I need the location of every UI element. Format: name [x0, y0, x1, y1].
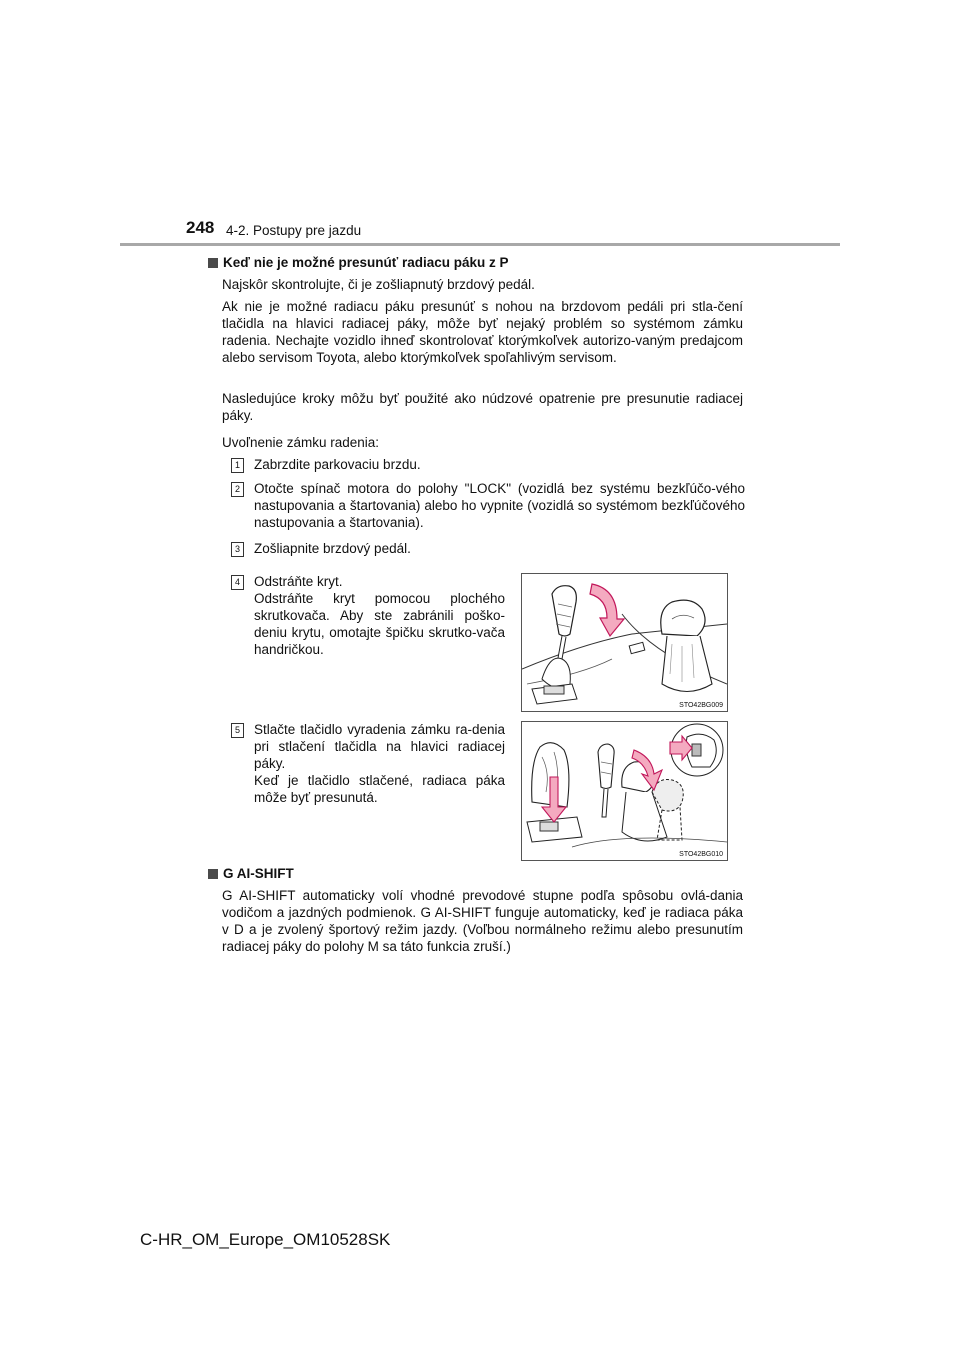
step-4-detail: Odstráňte kryt pomocou plochého skrutkovača. Aby ste zabránili poško-deniu krytu, omotajte špičku skrutko-vača handričkou.	[254, 591, 505, 657]
step-2	[231, 480, 745, 531]
shift-lock-heading-text: Keď nie je možné presunúť radiacu páku z P	[223, 255, 509, 270]
g-ai-shift-description: G AI-SHIFT automaticky volí vhodné prevodové stupne podľa spôsobu ovlá-dania vodičom a jazdných podmienok. G AI-SHIFT funguje automaticky, keď je radiaca páka v D a je zvolený športový režim jazdy. (Voľbou normálneho režimu alebo presunutím radiacej páky do polohy M sa táto funkcia zruší.)	[222, 888, 743, 954]
step-5-text	[254, 721, 505, 806]
figure-code: STO42BG010	[679, 851, 723, 858]
paragraph-release-label: Uvoľnenie zámku radenia:	[222, 435, 380, 450]
bullet-square-icon	[208, 258, 218, 268]
step-3	[231, 540, 745, 557]
step-number-5: 5	[231, 723, 244, 738]
bullet-square-icon	[208, 869, 218, 879]
remove-cover-illustration	[522, 574, 727, 711]
step-1-text: Zabrzdite parkovaciu brzdu.	[254, 457, 421, 472]
step-4-title: Odstráňte kryt.	[254, 574, 343, 589]
shift-lock-heading	[208, 255, 509, 270]
paragraph-shift-lock-problem: Ak nie je možné radiacu páku presunúť s nohou na brzdovom pedáli pri stla-čení tlačidla na hlavici radiacej páky, môže byť nejaký problém so systémom zámku radenia. Nechajte vozidlo ihneď skontrolovať ktorýmkoľvek autorizo-vaným predajcom alebo servisom Toyota, alebo ktorýmkoľvek spoľahlivým servisom.	[222, 299, 743, 365]
step-number-1: 1	[231, 458, 244, 473]
figure-remove-cover	[521, 573, 728, 712]
step-5	[231, 721, 505, 806]
g-ai-shift-heading-text: G AI-SHIFT	[223, 866, 294, 881]
step-1	[231, 456, 745, 473]
g-ai-shift-heading	[208, 866, 294, 881]
step-4-text	[254, 573, 505, 658]
step-4	[231, 573, 505, 658]
step-number-3: 3	[231, 542, 244, 557]
shift-lock-release-illustration	[522, 722, 727, 860]
step-number-2: 2	[231, 482, 244, 497]
paragraph-check-brake: Najskôr skontrolujte, či je zošliapnutý brzdový pedál.	[222, 277, 535, 292]
step-5-note: Keď je tlačidlo stlačené, radiaca páka môže byť presunutá.	[254, 773, 505, 805]
step-2-text: Otočte spínač motora do polohy "LOCK" (vozidlá bez systému bezkľúčo-vého nastupovania a štartovania) alebo ho vypnite (vozidlá so systémom bezkľúčového nastupovania a štartovania).	[254, 481, 745, 530]
document-footer: C-HR_OM_Europe_OM10528SK	[140, 1230, 391, 1249]
figure-code: STO42BG009	[679, 702, 723, 709]
section-title: 4-2. Postupy pre jazdu	[226, 223, 362, 238]
figure-shift-lock-release	[521, 721, 728, 861]
paragraph-emergency-measure: Nasledujúce kroky môžu byť použité ako núdzové opatrenie pre presunutie radiacej páky.	[222, 391, 743, 423]
step-5-instruction: Stlačte tlačidlo vyradenia zámku ra-denia pri stlačení tlačidla na hlavici radiacej páky.	[254, 722, 505, 771]
step-number-4: 4	[231, 575, 244, 590]
step-3-text: Zošliapnite brzdový pedál.	[254, 541, 411, 556]
page-number: 248	[186, 218, 215, 237]
header-divider	[120, 243, 840, 246]
